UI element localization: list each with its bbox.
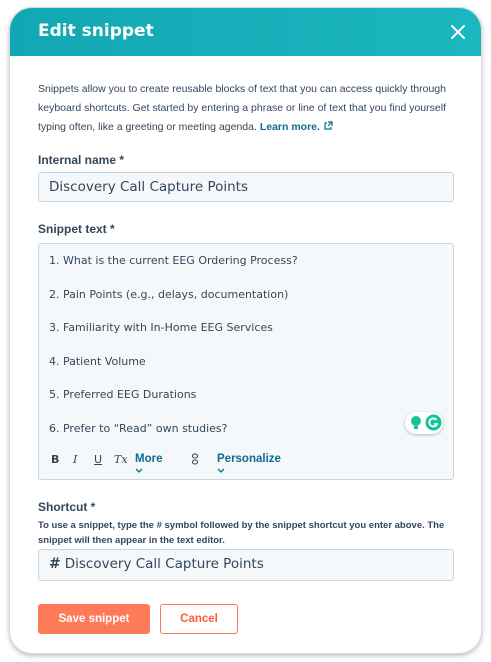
snippet-line: 2. Pain Points (e.g., delays, documentation) [49,288,289,301]
learn-more-label: Learn more. [259,121,320,133]
shortcut-value: Discovery Call Capture Points [64,556,264,572]
lightbulb-icon[interactable] [409,415,423,431]
intro-text: Snippets allow you to create reusable blocks of text that you can access quickly through keyboard shortcuts. Get started by entering a phrase or line of text that you find yourself typing often, like a greeting or meeting agenda. [38,83,446,133]
personalize-dropdown[interactable] [217,453,281,477]
chevron-down-icon [217,468,225,474]
chevron-down-icon [135,468,143,474]
clear-format-button[interactable]: Tx [114,453,128,466]
more-dropdown[interactable] [135,453,162,477]
bold-button[interactable]: B [51,453,60,466]
shortcut-label: Shortcut * [38,500,96,514]
snippet-line: 5. Preferred EEG Durations [49,388,197,401]
snippet-text-editor[interactable] [38,243,454,480]
more-label: More [135,453,163,465]
internal-name-input[interactable]: Discovery Call Capture Points [38,172,454,202]
grammarly-widget[interactable] [405,412,443,434]
link-button[interactable] [191,453,199,468]
underline-button[interactable]: U [94,453,103,466]
grammarly-icon[interactable] [425,414,442,431]
close-icon[interactable] [447,21,469,43]
italic-button[interactable]: I [73,453,78,466]
shortcut-help-text: To use a snippet, type the # symbol followed by the snippet shortcut you enter above. The snippet will then appear in the text editor. [38,520,445,546]
dialog-title: Edit snippet [38,21,154,41]
snippet-line: 6. Prefer to “Read” own studies? [49,422,228,435]
external-link-icon [323,121,333,131]
intro-text-block [38,80,448,137]
internal-name-label: Internal name * [38,153,125,167]
dialog-header [10,8,481,56]
personalize-label: Personalize [217,453,281,465]
hash-icon: # [49,556,61,572]
shortcut-input[interactable] [38,549,454,581]
snippet-line: 4. Patient Volume [49,355,146,368]
edit-snippet-dialog [10,8,481,653]
snippet-line: 3. Familiarity with In-Home EEG Services [49,321,273,334]
link-icon [191,453,199,465]
snippet-text-label: Snippet text * [38,222,115,236]
snippet-line: 1. What is the current EEG Ordering Process? [49,254,298,267]
cancel-button[interactable]: Cancel [160,604,238,634]
save-snippet-button[interactable]: Save snippet [38,604,150,634]
learn-more-link[interactable] [260,121,333,133]
